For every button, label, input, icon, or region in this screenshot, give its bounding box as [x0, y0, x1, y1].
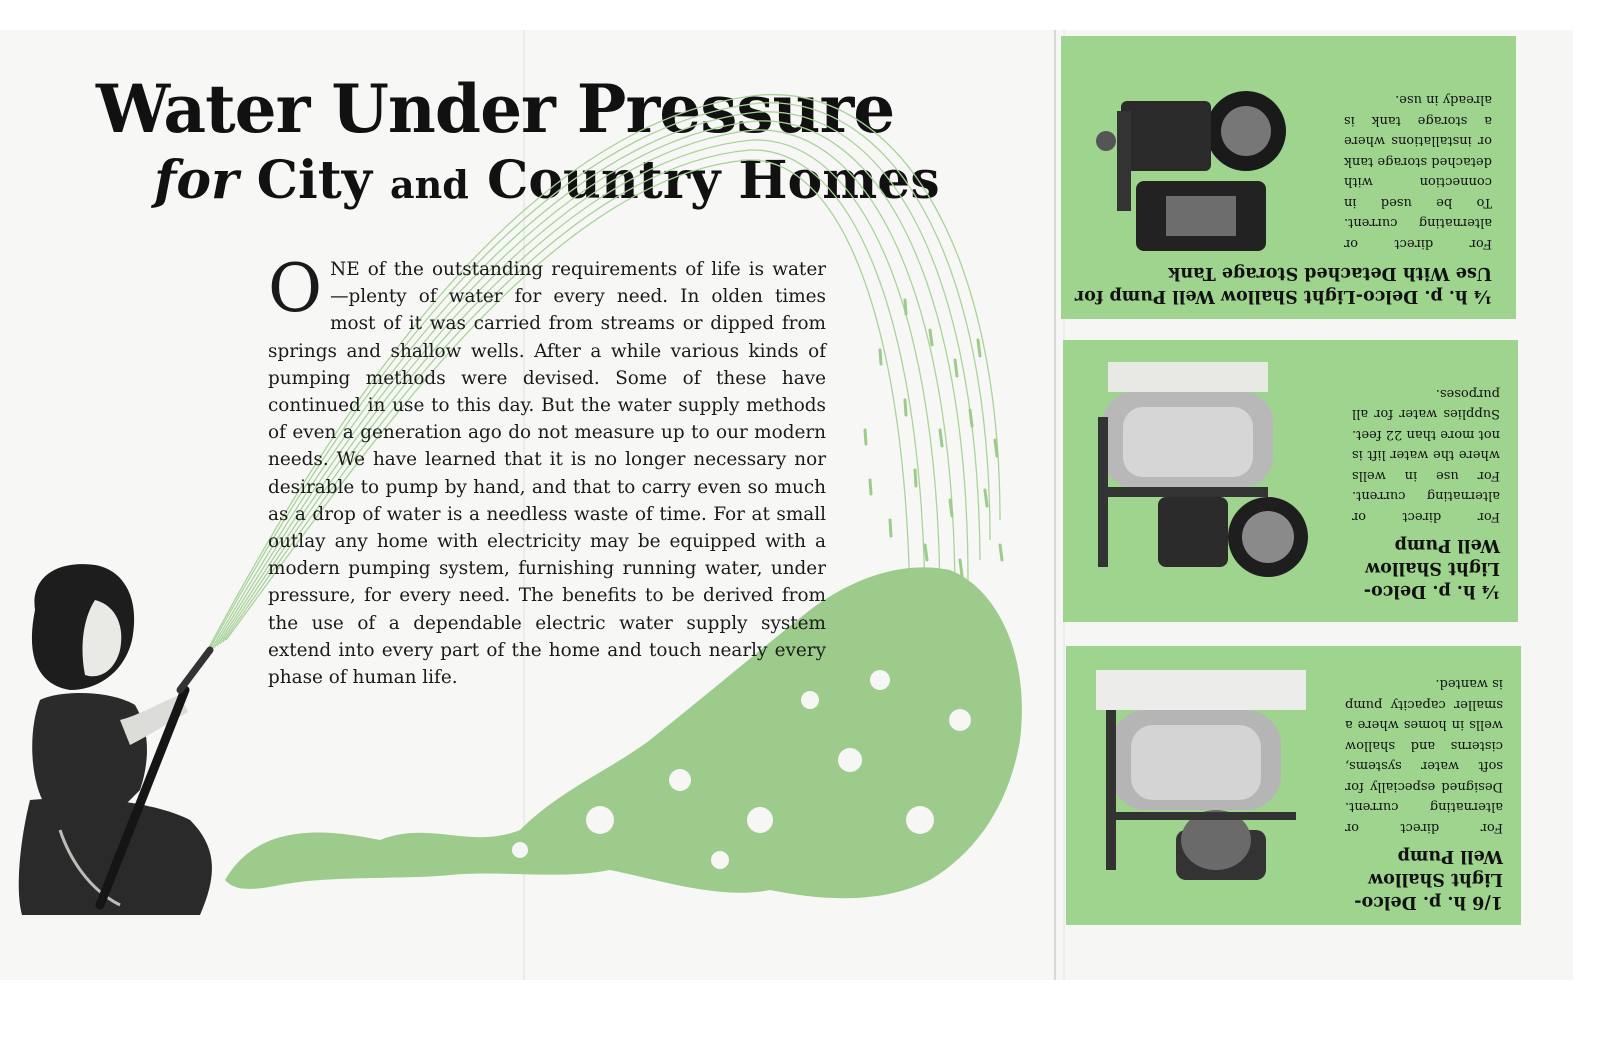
body-paragraph — [268, 250, 826, 691]
product-description: For direct or alternating current. To be used in connection with detached storage tank or installations where a storage tank is already in use. — [1344, 92, 1492, 251]
heading-city: City — [256, 150, 372, 211]
product-title: ¼ h. p. Delco-Light Shallow Well Pump — [1363, 535, 1500, 601]
product-title: 1/6 h. p. Delco-Light Shallow Well Pump — [1354, 846, 1503, 912]
girl-with-hose — [19, 564, 212, 915]
main-heading: Water Under Pressure — [96, 70, 895, 148]
product-description: For direct or alternating current. For use in wells where the water lift is not more than 22 feet. Supplies water for all purposes. — [1352, 386, 1500, 524]
heading-and: and — [390, 162, 469, 207]
product-description: For direct or alternating current. Designed especially for soft water systems, cisterns and shallow wells in homes where a smaller capacity pump is wanted. — [1345, 676, 1503, 835]
water-droplets — [865, 300, 1002, 576]
product-title: ¼ h. p. Delco-Light Shallow Well Pump for Use With Detached Storage Tank — [1074, 263, 1492, 306]
heading-for: for — [154, 150, 239, 211]
drop-cap: O — [268, 250, 323, 327]
heading-country-homes: Country Homes — [486, 150, 940, 211]
body-text: NE of the outstanding requirements of life is water—plenty of water for every need. In olden times most of it was carried from streams or dipped from springs and shallow wells. After a while various kinds of pumping methods were devised. Some of these have continued in use to this day. But the water supply methods of even a generation ago do not measure up to our modern needs. We have learned that it is no longer necessary nor desirable to pump by hand, and that to carry even so much as a drop of water is a needless waste of time. For at small outlay any home with electricity may be equipped with a modern pumping system, furnishing running water, under pressure, for every need. The benefits to be derived from the use of a dependable electric water supply system extend into every part of the home and touch nearly every phase of human life. — [268, 259, 826, 689]
